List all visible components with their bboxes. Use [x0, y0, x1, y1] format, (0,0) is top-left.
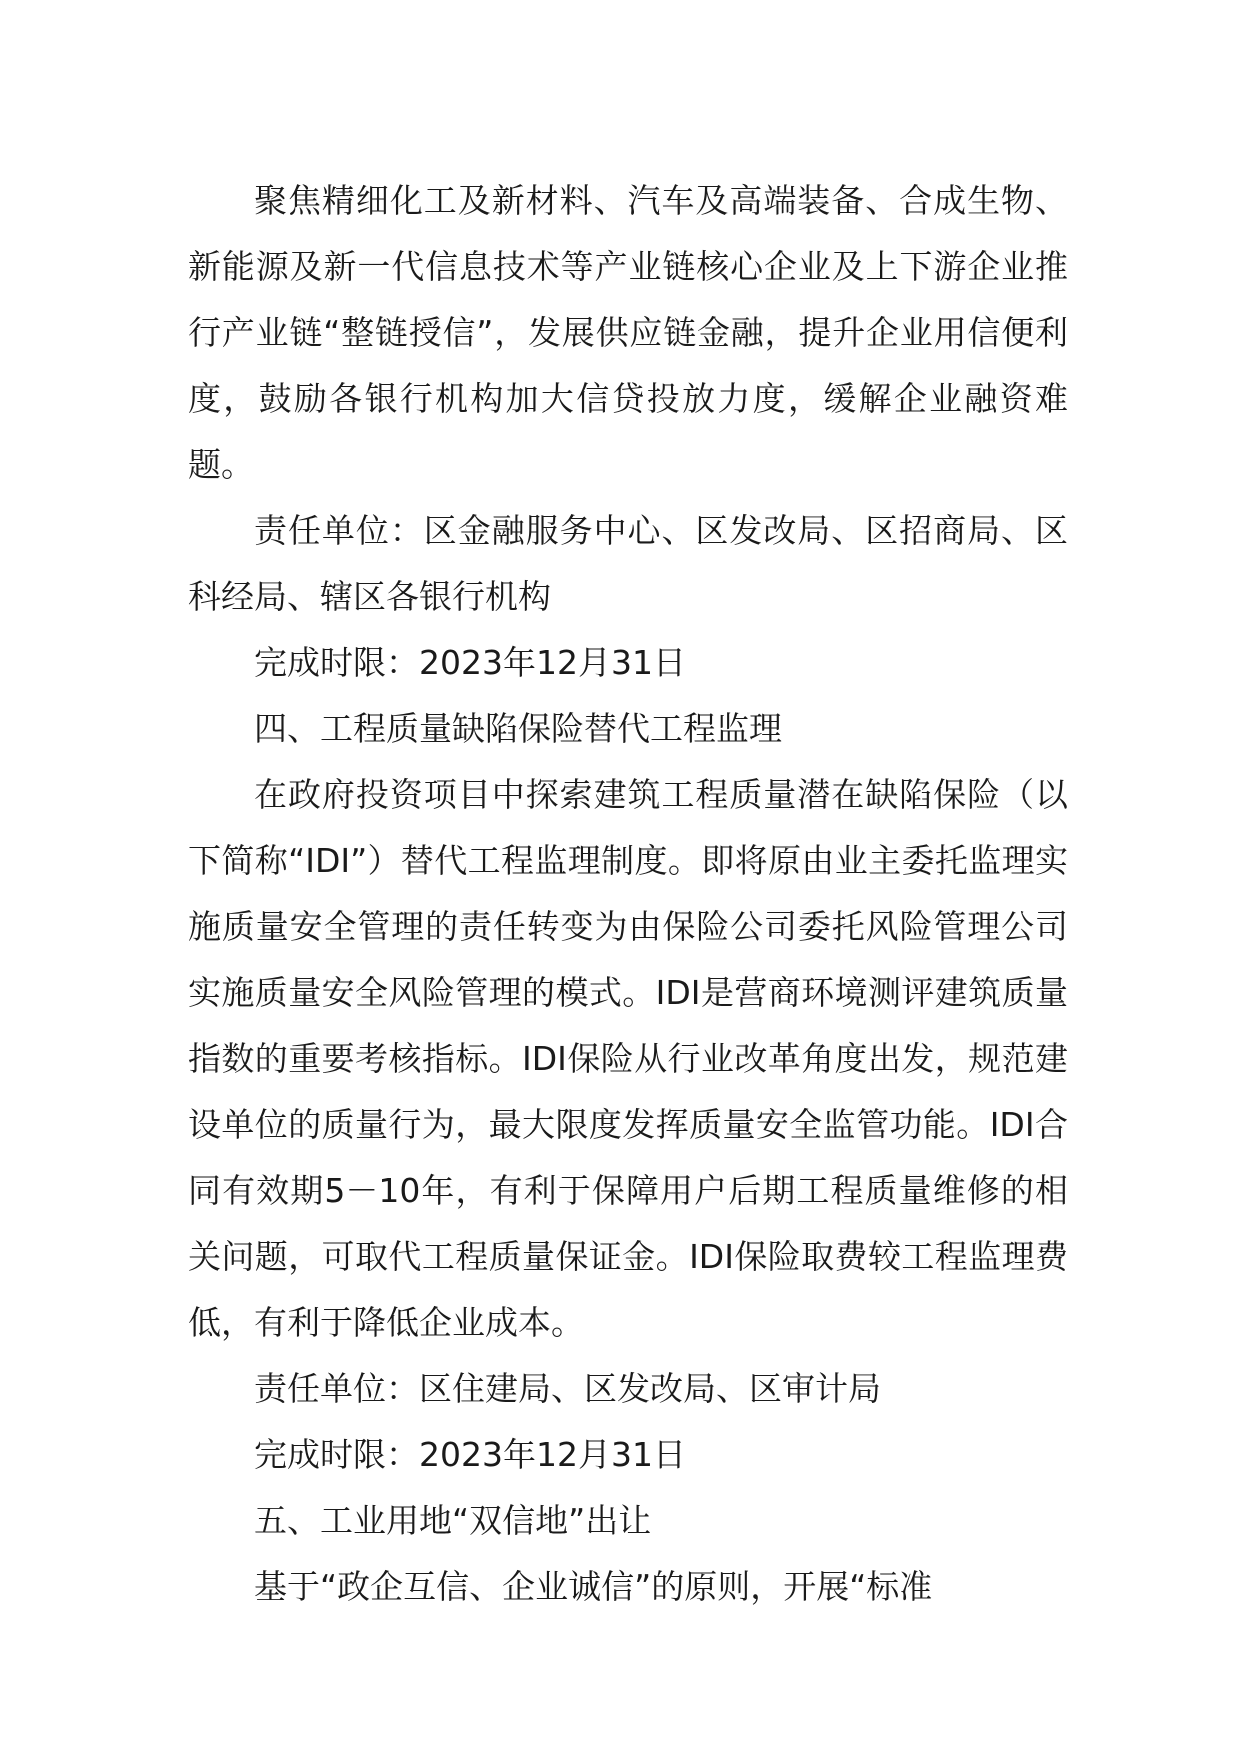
paragraph-idi-insurance: 在政府投资项目中探索建筑工程质量潜在缺陷保险（以下简称“IDI”）替代工程监理制度。即将原由业主委托监理实施质量安全管理的责任转变为由保险公司委托风险管理公司实施质量安全风险管理的模式。IDI是营商环境测评建筑质量指数的重要考核指标。IDI保险从行业改革角度出发，规范建设单位的质量行为，最大限度发挥质量安全监管功能。IDI合同有效期5－10年，有利于保障用户后期工程质量维修的相关问题，可取代工程质量保证金。IDI保险取费较工程监理费低，有利于降低企业成本。: [188, 775, 1068, 1342]
paragraph-responsible-units-4: 责任单位：区住建局、区发改局、区审计局: [254, 1369, 881, 1408]
section-heading-4: 四、工程质量缺陷保险替代工程监理: [254, 709, 782, 748]
paragraph-dual-trust-land: 基于“政企互信、企业诚信”的原则，开展“标准: [254, 1567, 933, 1606]
paragraph-deadline-3: 完成时限：2023年12月31日: [254, 643, 686, 682]
paragraph-responsible-units-3: 责任单位：区金融服务中心、区发改局、区招商局、区科经局、辖区各银行机构: [188, 511, 1068, 616]
paragraph-deadline-4: 完成时限：2023年12月31日: [254, 1435, 686, 1474]
section-heading-5: 五、工业用地“双信地”出让: [254, 1501, 652, 1540]
paragraph-supply-chain-finance: 聚焦精细化工及新材料、汽车及高端装备、合成生物、新能源及新一代信息技术等产业链核心企业及上下游企业推行产业链“整链授信”，发展供应链金融，提升企业用信便利度，鼓励各银行机构加大信贷投放力度，缓解企业融资难题。: [188, 181, 1068, 484]
document-body: [188, 168, 1068, 1620]
